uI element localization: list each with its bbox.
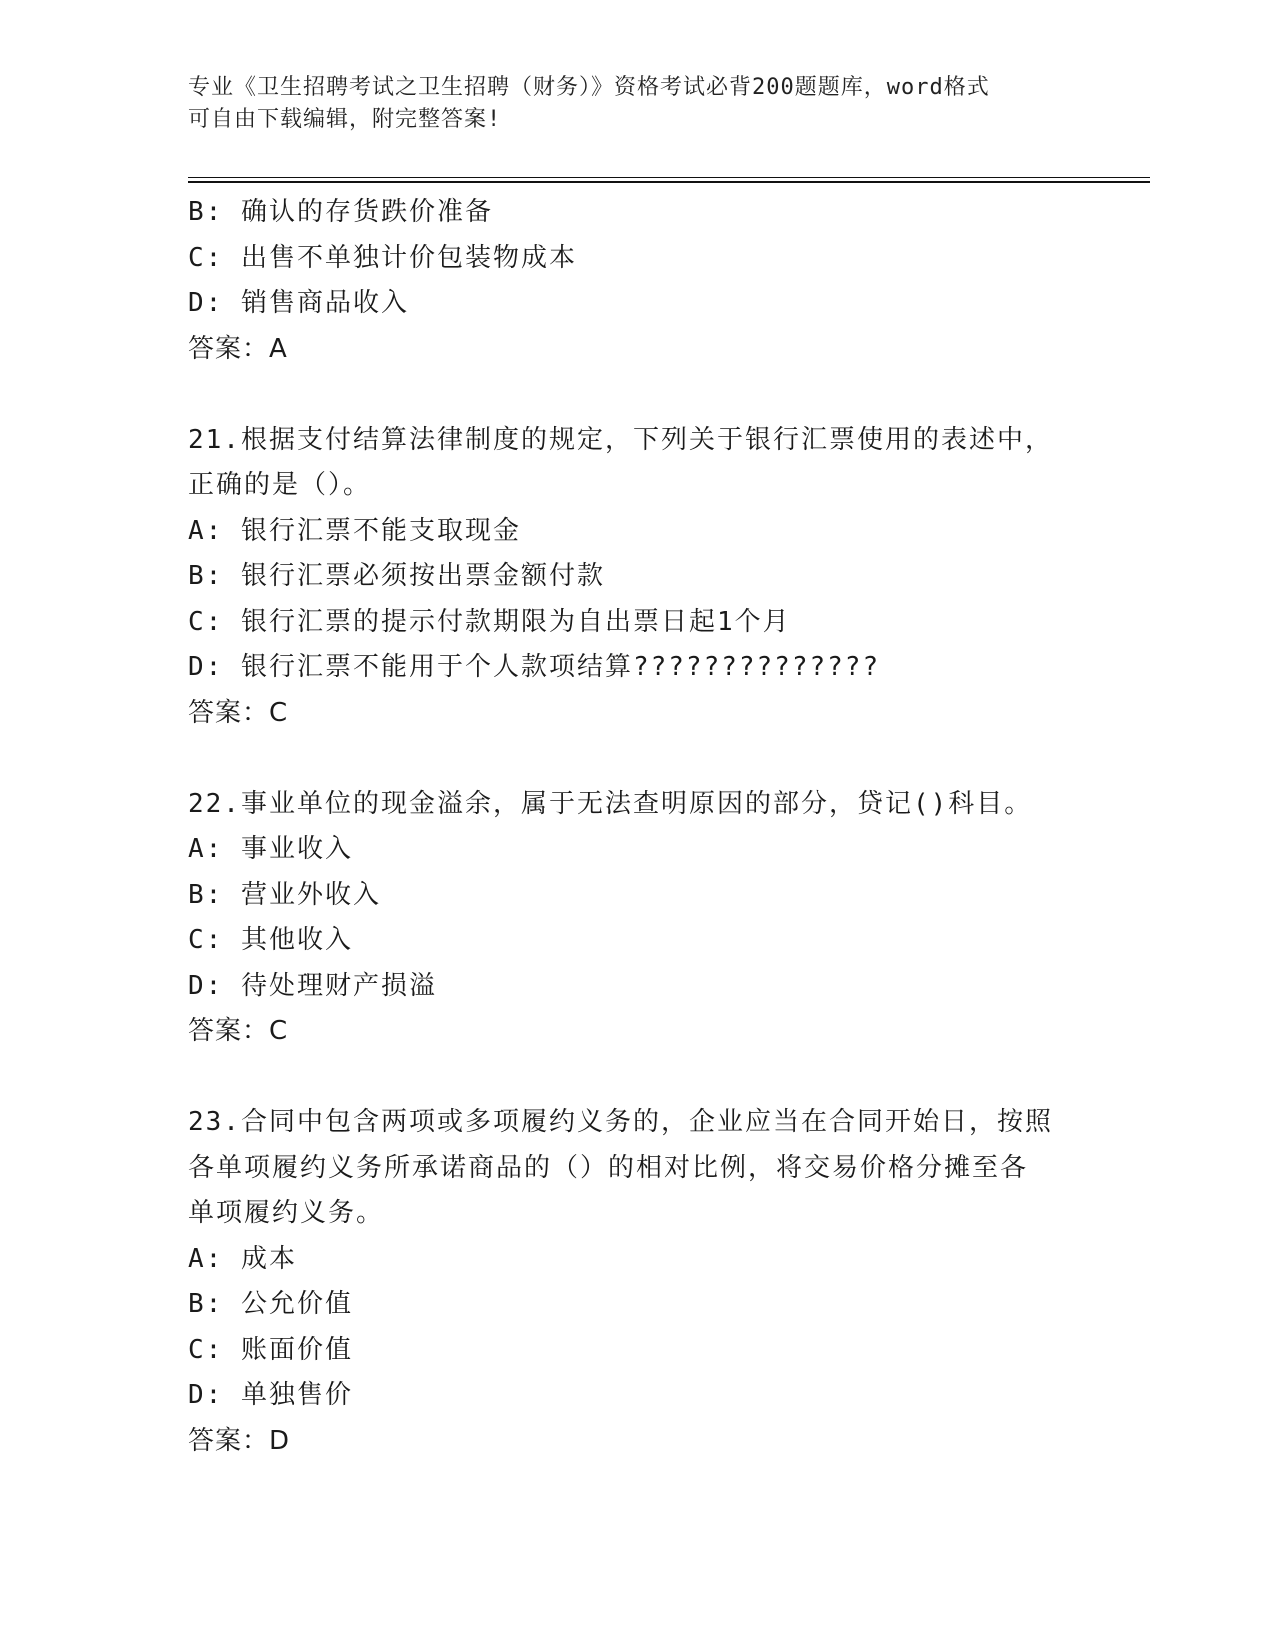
option-c: C: 其他收入	[188, 925, 353, 955]
question-block-22	[188, 782, 1088, 1055]
answer-line: 答案：C	[188, 697, 289, 728]
question-stem-line: 22.事业单位的现金溢余，属于无法查明原因的部分，贷记()科目。	[188, 788, 1033, 819]
question-stem-line: 单项履约义务。	[188, 1198, 385, 1228]
header-title-line-2: 可自由下载编辑，附完整答案!	[188, 107, 502, 132]
option-b: B: 确认的存货跌价准备	[188, 197, 493, 227]
option-d: D: 待处理财产损溢	[188, 970, 437, 1001]
option-b: B: 银行汇票必须按出票金额付款	[188, 561, 605, 591]
option-c: C: 出售不单独计价包装物成本	[188, 242, 577, 273]
option-a: A: 银行汇票不能支取现金	[188, 515, 521, 546]
question-stem-line: 正确的是（）。	[188, 470, 372, 500]
option-a: A: 事业收入	[188, 834, 353, 864]
option-d: D: 银行汇票不能用于个人款项结算??????????????	[188, 652, 881, 682]
option-d: D: 销售商品收入	[188, 288, 409, 318]
question-block-23	[188, 1100, 1088, 1464]
question-stem-line: 各单项履约义务所承诺商品的（）的相对比例，将交易价格分摊至各	[188, 1152, 1029, 1183]
header-divider-thin	[188, 177, 1150, 178]
option-c: C: 账面价值	[188, 1334, 353, 1365]
answer-line: 答案：A	[188, 333, 288, 364]
question-block-21	[188, 418, 1088, 737]
question-block-prev	[188, 190, 1088, 372]
spacer	[188, 372, 1088, 418]
option-d: D: 单独售价	[188, 1380, 353, 1410]
header-divider-thick	[188, 181, 1150, 183]
header-title-line-1: 专业《卫生招聘考试之卫生招聘（财务）》资格考试必背200题题库，word格式	[188, 75, 990, 100]
option-b: B: 营业外收入	[188, 879, 381, 910]
answer-line: 答案：C	[188, 1016, 289, 1046]
spacer	[188, 1055, 1088, 1101]
option-b: B: 公允价值	[188, 1289, 353, 1319]
option-a: A: 成本	[188, 1243, 297, 1274]
document-header	[188, 72, 1068, 136]
question-stem-line: 21.根据支付结算法律制度的规定，下列关于银行汇票使用的表述中，	[188, 424, 1053, 455]
spacer	[188, 736, 1088, 782]
answer-line: 答案：D	[188, 1425, 291, 1456]
question-stem-line: 23.合同中包含两项或多项履约义务的，企业应当在合同开始日，按照	[188, 1107, 1053, 1137]
question-list	[188, 190, 1088, 1464]
option-c: C: 银行汇票的提示付款期限为自出票日起1个月	[188, 606, 791, 637]
